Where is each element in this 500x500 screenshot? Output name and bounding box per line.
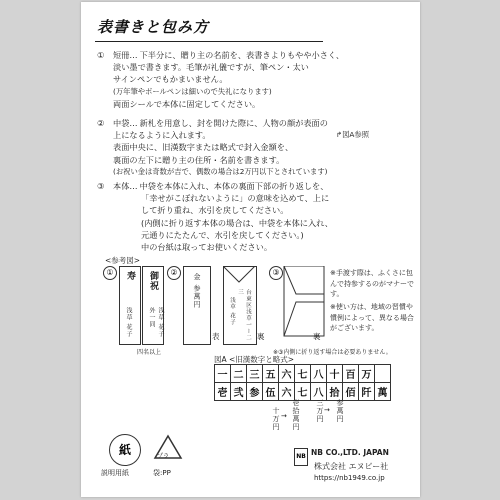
section-line: サインペンでもかまいません。 [113,74,228,85]
section-heading: 本体… [113,181,138,191]
section-tanzaku [97,49,409,110]
kanji-cell: 八 [311,365,327,383]
figure-number: ① [103,266,117,280]
section-line: 中袋を本体に入れ、本体の裏面下部の折り返しを、 [139,181,329,191]
kanji-cell: 萬 [375,383,391,401]
figure-number: ② [167,266,181,280]
tanzaku-b-title: 御祝 [148,271,158,291]
kanji-cell: 参 [247,383,263,401]
kanji-cell: 阡 [359,383,375,401]
section-number: ③ [97,181,105,191]
plastic-mark: プラ [157,453,170,460]
company-name-jp: 株式会社 エヌビー社 [314,462,389,471]
back-label: 裏 [313,332,321,341]
instruction-card [81,2,420,497]
section-line: 元通りにたたんで、水引を戻してください。) [141,229,304,240]
section-line: 中の台紙は取ってお使いください。 [141,242,273,253]
note-fukusa: ※手渡す際は、ふくさに包んで持参するのがマナーです。 [330,269,414,298]
section-line: 下半分に、贈り主の名前を、表書きよりもやや小さく、 [139,50,345,60]
example-formal: 壱拾萬円 [292,399,300,431]
section-number: ② [97,118,105,128]
kanji-cell: 万 [359,365,375,383]
tanzaku-b [142,266,164,345]
tanzaku-a-title: 寿 [125,271,135,281]
paper-recycle-mark: 紙 [109,434,141,466]
page-title: 表書きと包み方 [97,18,210,36]
kanji-cell [375,365,391,383]
section-heading: 中袋… [113,118,138,128]
kanji-cell: 六 [279,383,295,401]
section-line: (内側に折り返す本体の場合は、中袋を本体に入れ、 [141,217,333,228]
company-name-en: NB CO.,LTD. JAPAN [311,448,389,457]
back-label: 裏 [257,332,265,341]
tanzaku-a [119,266,141,345]
example-formal: 参萬円 [336,399,344,423]
section-nakabukuro [97,117,409,178]
front-label: 表 [212,332,220,341]
nakabukuro-front [183,266,211,345]
company-url: https://nb1949.co.jp [314,474,385,482]
kanji-cell: 佰 [343,383,359,401]
reference-label: <参考図> [105,256,141,265]
nakabukuro-address: 台東区浅草一ー二三 [237,289,251,341]
section-line: 上になるように入れます。 [113,130,211,141]
kanji-cell: 拾 [327,383,343,401]
figure-number: ③ [269,266,283,280]
section-line: 淡い墨で書きます。毛筆が礼儀ですが、筆ペン・太い [113,62,309,73]
arrow: → [324,406,330,414]
section-line: (お祝い金は奇数が吉で、偶数の場合は2万円以下とされています) [113,166,328,176]
section-line: 表面中央に、旧漢数字または略式で封入金額を、 [113,142,294,153]
figure-caption: 四名以上 [137,349,162,356]
kanji-row [215,365,391,383]
kanji-cell: 壱 [215,383,231,401]
section-line: 裏面の左下に贈り主の住所・名前を書きます。 [113,154,285,165]
bag-label: 袋:PP [153,469,171,477]
kanji-cell: 二 [231,365,247,383]
figure-reference: ↱図A参照 [335,130,369,140]
section-line: 新札を用意し、封を開けた際に、人物の顔が表面の [139,118,328,128]
envelope-flap [223,266,255,286]
kanji-cell: 弐 [231,383,247,401]
note-custom: ※使い方は、地域の習慣や慣例によって、異なる場合がございます。 [330,303,414,332]
tanzaku-b-name: 浅草 花子 外一同 [148,307,164,338]
paper-label: 説明用紙 [101,469,129,477]
kanji-cell: 伍 [263,383,279,401]
section-number: ① [97,50,105,60]
kanji-row [215,383,391,401]
figure-a-label: 図A <旧漢数字と略式> [214,355,295,364]
section-hontai [97,180,409,253]
example-plain: 三万円 [316,399,324,423]
kanji-cell: 三 [247,365,263,383]
kanji-cell: 一 [215,365,231,383]
tanzaku-a-name: 浅草 花子 [125,307,132,338]
section-line: 両面シールで本体に固定してください。 [113,98,261,109]
kanji-cell: 八 [311,383,327,401]
nakabukuro-name: 浅草 花子 [229,297,235,326]
example-plain: 十万円 [272,407,280,431]
nakabukuro-amount: 金 参萬円 [193,273,201,309]
kanji-cell: 十 [327,365,343,383]
kanji-table [214,364,391,401]
title-underline [95,41,323,42]
kanji-cell: 六 [279,365,295,383]
nakabukuro-back [223,266,257,345]
section-line: 「幸せがこぼれないように」の意味を込めて、上に [141,193,330,204]
kanji-cell: 五 [263,365,279,383]
figure-caption: ※③内側に折り返す場合は必要ありません。 [273,349,392,356]
section-line: して折り重ね、水引を戻してください。 [141,205,289,216]
arrow: → [281,412,287,420]
kanji-cell: 七 [295,383,311,401]
kanji-cell: 百 [343,365,359,383]
nb-logo-icon: NB [294,448,308,466]
kanji-cell: 七 [295,365,311,383]
section-heading: 短冊… [113,50,138,60]
section-line: (万年筆やボールペンは細いので失礼になります) [113,86,272,96]
